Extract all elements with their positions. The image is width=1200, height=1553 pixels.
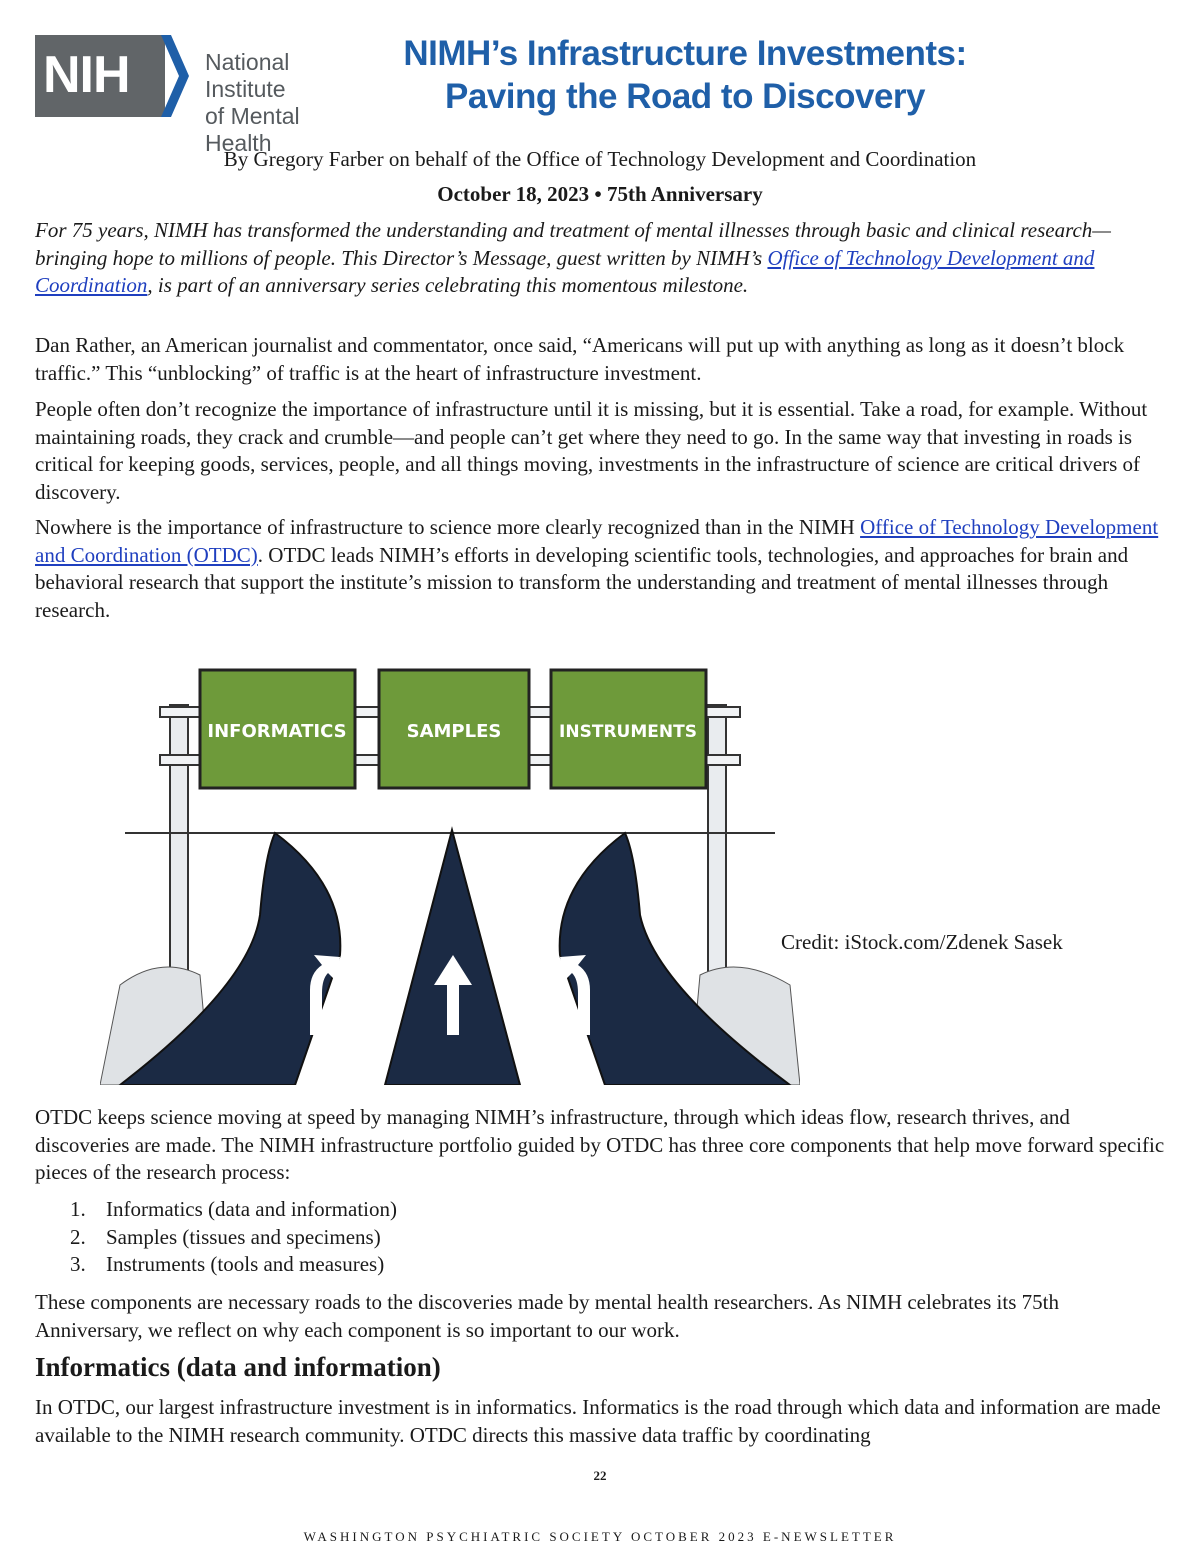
- intro-text-after: , is part of an anniversary series celebrating this momentous milestone.: [147, 273, 749, 297]
- paragraph-1: Dan Rather, an American journalist and commentator, once said, “Americans will put up with anything as long as it doesn’t block traffic.” This “unblocking” of traffic is at the heart of infrastructure investment.: [35, 333, 1125, 385]
- page-number: 22: [593, 1468, 607, 1483]
- paragraph-4: OTDC keeps science moving at speed by managing NIMH’s infrastructure, through which ideas flow, research thrives, and discoveries are made. The NIMH infrastructure portfolio guided by OTDC has three core components that help move forward specific pieces of the research process:: [35, 1105, 1165, 1184]
- paragraph-3: [35, 514, 1165, 624]
- nih-chevron-icon: [161, 35, 191, 117]
- intro-paragraph: [35, 217, 1165, 300]
- sign-informatics: [200, 670, 355, 788]
- list-number: 2.: [70, 1224, 86, 1249]
- right-post: [708, 705, 726, 995]
- nih-logo-mark: [35, 35, 165, 117]
- p3-text-after: . OTDC leads NIMH’s efforts in developing scientific tools, technologies, and approaches for brain and behavioral research that support the institute’s mission to transform the understanding and treatment of mental illnesses through research.: [35, 542, 1129, 622]
- list-number: 3.: [70, 1252, 86, 1276]
- p3-text-before: Nowhere is the importance of infrastructure to science more clearly recognized than in the NIMH: [35, 515, 861, 539]
- logo-institute-name: [205, 49, 345, 157]
- title-line-1: NIMH’s Infrastructure Investments:: [403, 34, 967, 73]
- newsletter-footer: WASHINGTON PSYCHIATRIC SOCIETY OCTOBER 2023 E-NEWSLETTER: [303, 1529, 897, 1544]
- nih-logo-letters: NIH: [43, 46, 130, 104]
- section-heading: Informatics (data and information): [35, 1352, 441, 1382]
- road-signs-illustration: [100, 655, 800, 1085]
- list-text: Instruments (tools and measures): [106, 1252, 385, 1276]
- sign-label-instruments: INSTRUMENTS: [559, 722, 697, 742]
- paragraph-6: In OTDC, our largest infrastructure investment is in informatics. Informatics is the road through which data and information are made available to the NIMH research community. OTDC directs this massive data traffic by coordinating: [35, 1395, 1161, 1447]
- otdc-link-intro[interactable]: Office of Technology Development and Coordination: [35, 245, 1095, 297]
- otdc-link[interactable]: Office of Technology Development and Coordination (OTDC): [35, 515, 1159, 567]
- sign-label-informatics: INFORMATICS: [207, 721, 347, 742]
- paragraph-5: These components are necessary roads to the discoveries made by mental health researchers. As NIMH celebrates its 75th Anniversary, we reflect on why each component is so important to our work.: [35, 1290, 1059, 1342]
- sign-instruments: [551, 670, 706, 788]
- nimh-logo: [35, 35, 345, 156]
- sign-label-samples: SAMPLES: [406, 721, 502, 742]
- components-list: [70, 1196, 397, 1279]
- left-post: [170, 705, 188, 995]
- logo-line-1: National Institute: [205, 49, 290, 102]
- publication-date: October 18, 2023 • 75th Anniversary: [437, 182, 763, 206]
- page-title: [360, 32, 1010, 118]
- intro-text-before: For 75 years, NIMH has transformed the understanding and treatment of mental illnesses through basic and clinical research—bringing hope to millions of people. This Director’s Message, guest written by NIMH’s: [35, 218, 1111, 270]
- logo-line-2: of Mental Health: [205, 103, 300, 156]
- byline: By Gregory Farber on behalf of the Office of Technology Development and Coordination: [223, 147, 977, 171]
- title-line-2: Paving the Road to Discovery: [444, 77, 926, 116]
- list-number: 1.: [70, 1197, 86, 1221]
- list-item: [70, 1196, 397, 1224]
- paragraph-2: People often don’t recognize the importance of infrastructure until it is missing, but it is essential. Take a road, for example. Without maintaining roads, they crack and crumble—and people can’t get where they need to go. In the same way that investing in roads is critical for keeping goods, services, people, and all things moving, investments in the infrastructure of science are critical drivers of discovery.: [35, 397, 1148, 504]
- list-text: Samples (tissues and specimens): [106, 1224, 381, 1249]
- list-item: [70, 1251, 397, 1279]
- image-credit: Credit: iStock.com/Zdenek Sasek: [781, 930, 1063, 954]
- sign-samples: [379, 670, 529, 788]
- list-text: Informatics (data and information): [106, 1197, 397, 1221]
- list-item: [70, 1224, 397, 1252]
